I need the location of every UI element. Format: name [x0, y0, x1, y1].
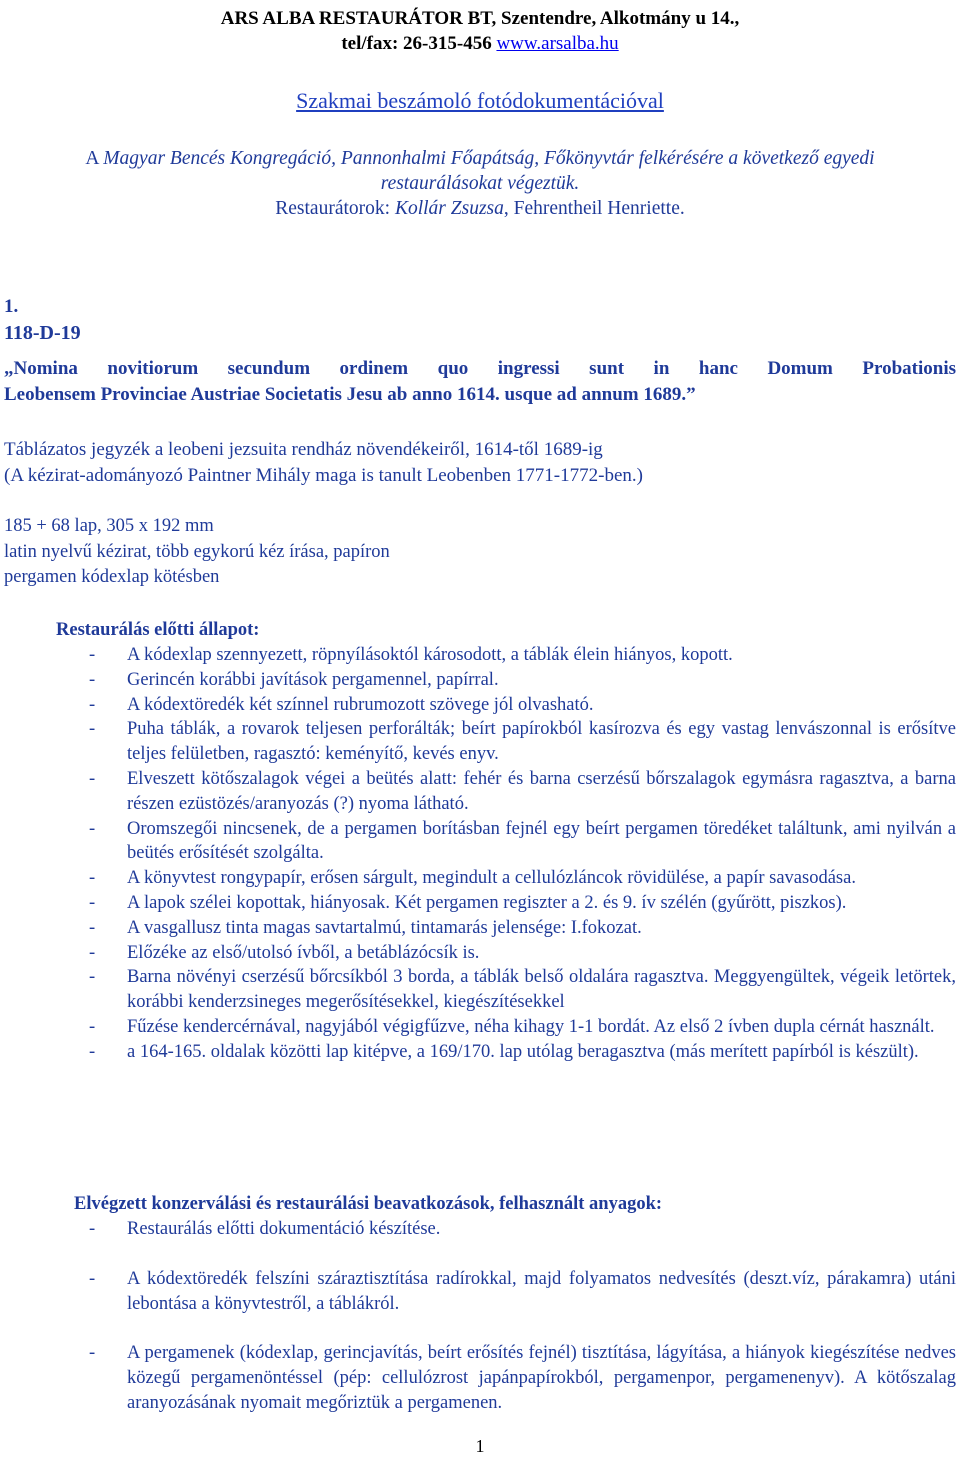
list-item: - Előzéke az első/utolsó ívből, a betáblázócsík is.: [89, 941, 956, 966]
company-contact: [0, 31, 960, 56]
item-description: [4, 437, 956, 489]
item-number: 1.: [4, 296, 19, 317]
hungarian-title: Táblázatos jegyzék a leobeni jezsuita rendház növendékeiről, 1614-től 1689-ig: [4, 439, 603, 460]
list-item: - Puha táblák, a rovarok teljesen perforálták; beírt papírokból kasírozva és egy vastag lenvászonnal is erősítve teljes felületben, ragasztó: keményítő, kevés enyv.: [89, 717, 956, 767]
intro-paragraph: [40, 146, 920, 221]
list-item: - Barna növényi cserzésű bőrcsíkból 3 borda, a táblák belső oldalára ragasztva. Meggyengültek, végeik letörtek, korábbi kenderzsineges megerősítésekkel, kiegészítésekkel: [89, 965, 956, 1015]
company-address: ARS ALBA RESTAURÁTOR BT, Szentendre, Alkotmány u 14.,: [220, 8, 740, 29]
treatment-list: [89, 1217, 956, 1416]
restorer-name-2: , Fehrentheil Henriette.: [503, 198, 685, 219]
list-item: - A könyvtest rongypapír, erősen sárgult, megindult a cellulózláncok rövidülése, a papír savasodása.: [89, 866, 956, 891]
latin-title-line-2: Leobensem Provinciae Austriae Societatis Jesu ab anno 1614. usque ad annum 1689.”: [4, 384, 696, 405]
list-item: - A kódextöredék két színnel rubrumozott szövege jól olvasható.: [89, 693, 956, 718]
list-item: - Fűzése kendercérnával, nagyjából végigfűzve, néha kihagy 1-1 bordát. Az első 2 ívben dupla cérnát használt.: [89, 1015, 956, 1040]
list-item: - Restaurálás előtti dokumentáció készítése.: [89, 1217, 956, 1242]
restorer-name: Kollár Zsuzsa: [394, 198, 504, 219]
intro-text: Magyar Bencés Kongregáció, Pannonhalmi Főapátság, Főkönyvtár felkérésére a következő egyedi restaurálásokat végeztük.: [103, 148, 875, 194]
list-item: - A lapok szélei kopottak, hiányosak. Két pergamen regiszter a 2. és 9. ív szélén (gyűrött, piszkos).: [89, 891, 956, 916]
list-item: - A kódexlap szennyezett, röpnyílásoktól károsodott, a táblák élein hiányos, kopott.: [89, 643, 956, 668]
donor-note: (A kézirat-adományozó Paintner Mihály maga is tanult Leobenben 1771-1772-ben.): [4, 465, 643, 486]
list-item: - A kódextöredék felszíni száraztisztítása radírokkal, majd folyamatos nedvesítés (deszt.víz, párakamra) utáni lebontása a könyvtestről, a táblákról.: [89, 1267, 956, 1317]
list-item: - Oromszegői nincsenek, de a pergamen borításban fejnél egy beírt pergamen töredéket találtunk, ami nyilván a beütés erősítését szolgálta.: [89, 817, 956, 867]
binding-info: pergamen kódexlap kötésben: [4, 567, 220, 587]
page-number: 1: [475, 1436, 485, 1456]
language-info: latin nyelvű kézirat, több egykorú kéz írása, papíron: [4, 541, 390, 562]
condition-heading: Restaurálás előtti állapot:: [56, 620, 260, 640]
list-item: - a 164-165. oldalak közötti lap kitépve, a 169/170. lap utólag beragasztva (más merített papírból is készült).: [89, 1040, 956, 1065]
intro-prefix: A: [85, 148, 104, 169]
treatment-heading: Elvégzett konzerválási és restaurálási beavatkozások, felhasznált anyagok:: [74, 1194, 663, 1214]
company-header: [0, 6, 960, 56]
list-item: - Elveszett kötőszalagok végei a beütés alatt: fehér és barna cserzésű bőrszalagok egymásra ragasztva, a barna részen ezüstözés/aranyozás (?) nyoma látható.: [89, 767, 956, 817]
list-item: - Gerincén korábbi javítások pergamennel, papírral.: [89, 668, 956, 693]
list-item: - A vasgallusz tinta magas savtartalmú, tintamarás jelensége: I.fokozat.: [89, 916, 956, 941]
restorers-label: Restaurátorok:: [275, 198, 391, 219]
latin-title-line-1: „Nomina novitiorum secundum ordinem quo ingressi sunt in hanc Domum Probationis: [4, 358, 956, 379]
condition-list: [89, 643, 956, 1065]
company-phone: tel/fax: 26-315-456: [341, 33, 492, 54]
list-item: - A pergamenek (kódexlap, gerincjavítás, beírt erősítés fejnél) tisztítása, lágyítása, a hiányok kiegészítése nedves közegű pergamenöntéssel (pép: cellulózrost japánpapírokból, pergamenpor, pergamenenyv). A kötőszalag aranyozásának nyomait megőriztük a pergamenen.: [89, 1341, 956, 1415]
latin-title: [4, 356, 956, 408]
extent: 185 + 68 lap, 305 x 192 mm: [4, 516, 214, 536]
website-link[interactable]: www.arsalba.hu: [496, 33, 619, 54]
report-title: Szakmai beszámoló fotódokumentációval: [296, 88, 664, 113]
physical-description: [4, 514, 956, 591]
shelfmark: 118-D-19: [4, 322, 81, 344]
